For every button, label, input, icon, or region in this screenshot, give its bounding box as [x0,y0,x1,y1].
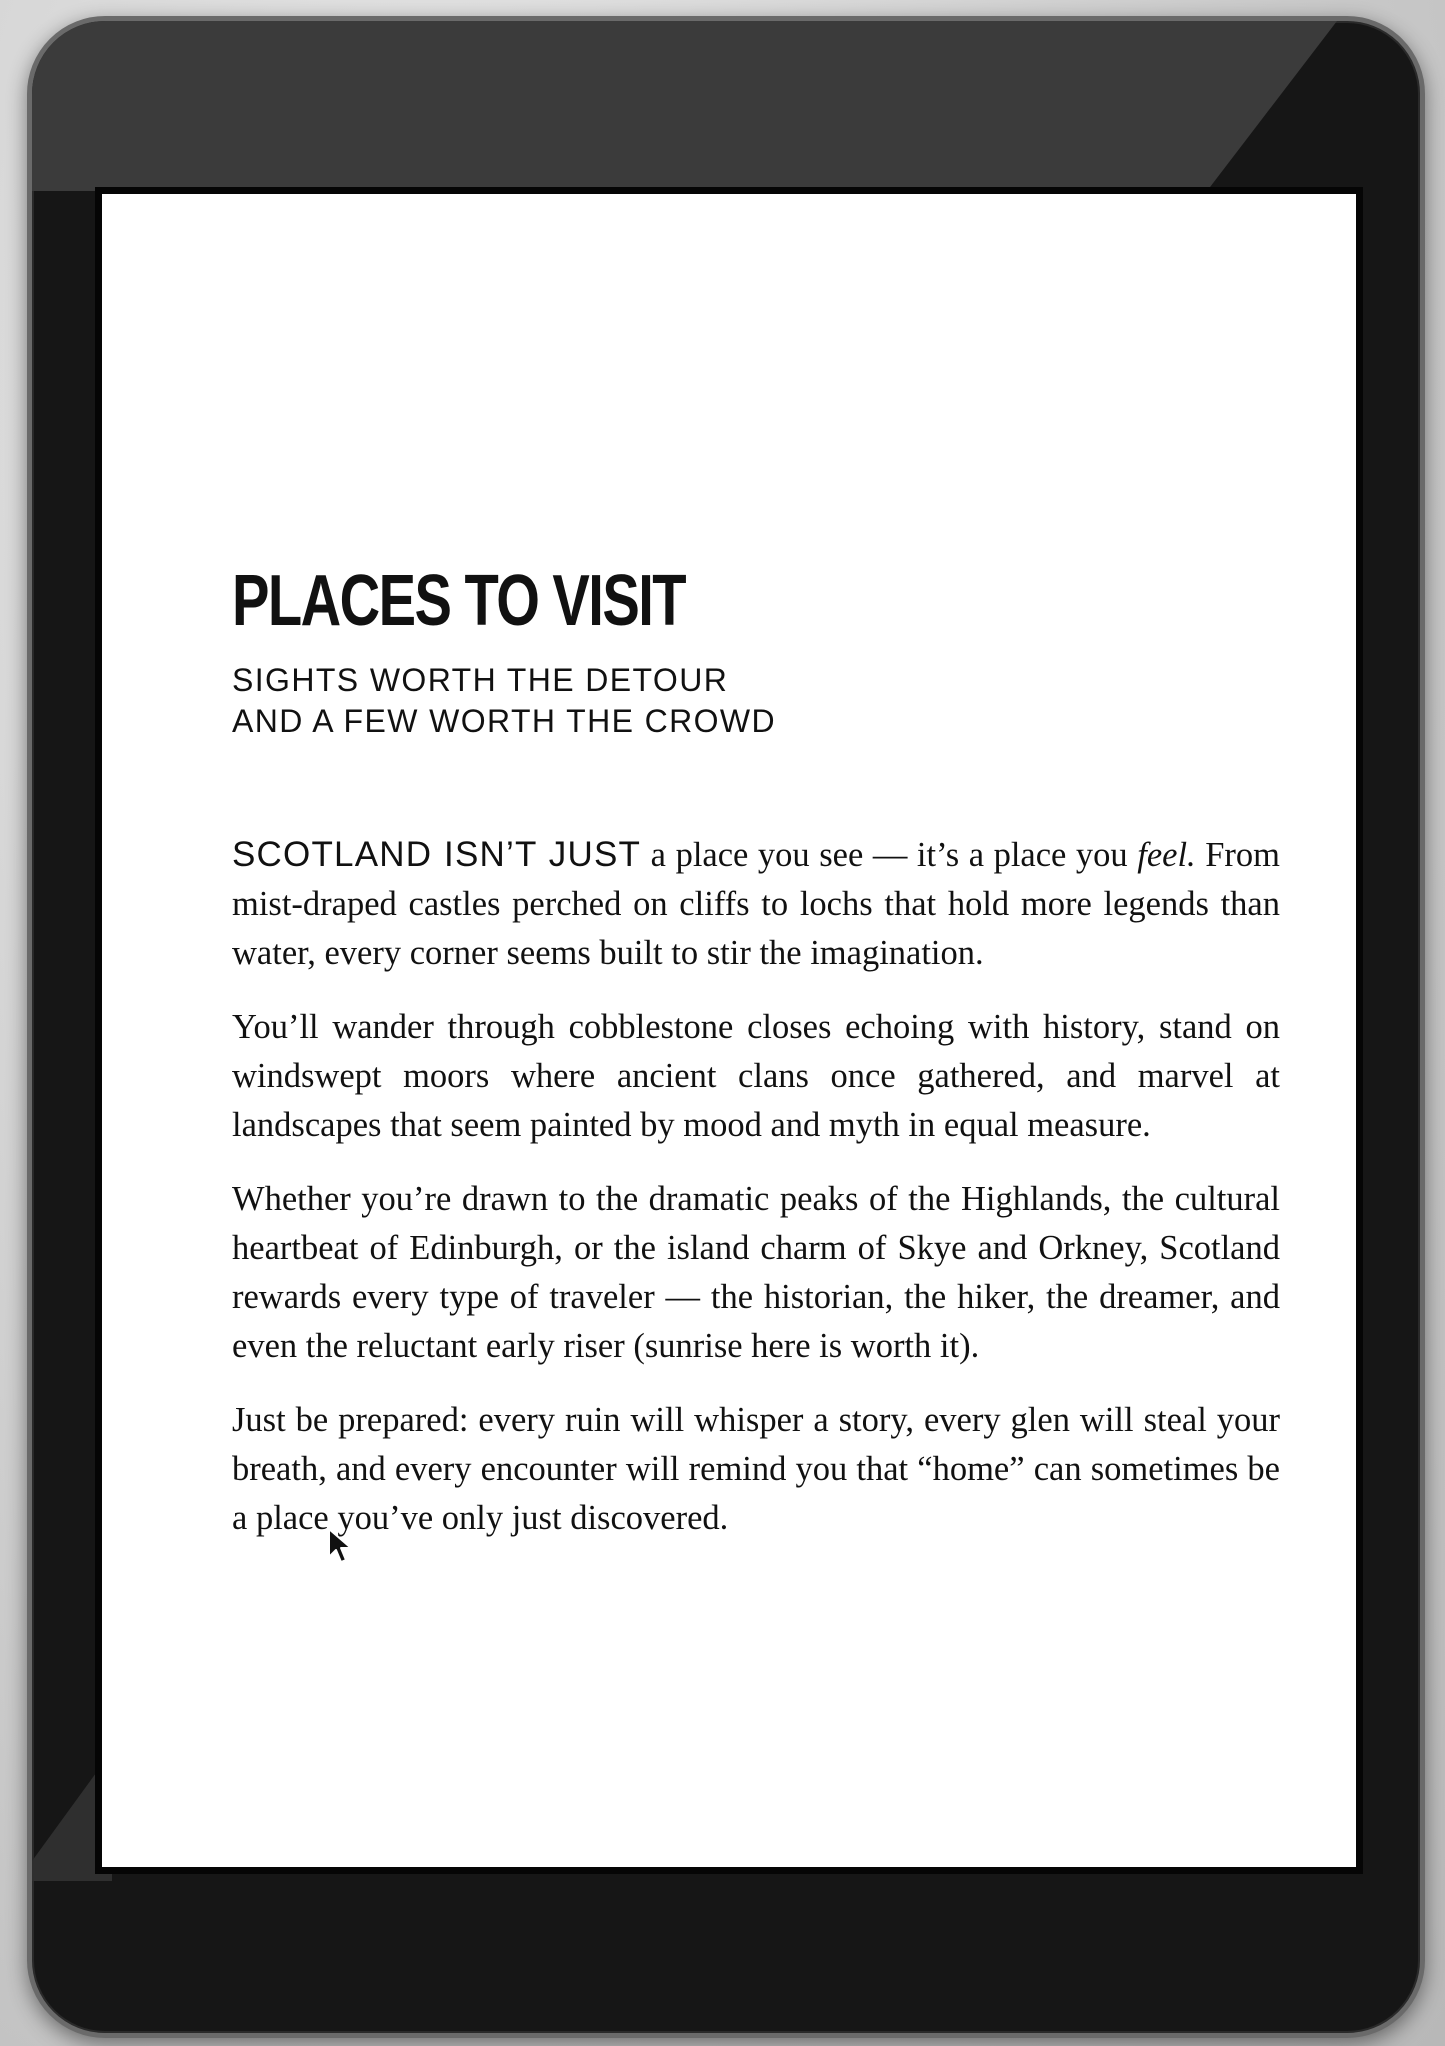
paragraph-1-text-b: From mist-draped castles perched on cliffs to lochs that hold more legends than water, every corner seems built to stir the imagination. [232,836,1281,972]
mouse-pointer-icon [327,1527,353,1565]
chapter-content [232,561,1281,1568]
subtitle-line-2: AND A FEW WORTH THE CROWD [232,703,777,739]
ebook-page[interactable] [95,187,1363,1874]
emphasis-feel: feel. [1137,836,1196,874]
body-text [232,830,1280,1543]
chapter-title: PLACES TO VISIT [232,561,686,641]
paragraph-1-text-a: a place you see — it’s a place you [641,836,1138,874]
paragraph-4: Just be prepared: every ruin will whisper a story, every glen will steal your breath, and every encounter will remind you that “home” can sometimes be a place you’ve only just discovered. [232,1401,1280,1537]
paragraph-1 [232,830,1280,978]
paragraph-2: You’ll wander through cobblestone closes echoing with history, stand on windswept moors where ancient clans once gathered, and marvel at landscapes that seem painted by mood and myth in equal measure. [232,1008,1280,1144]
tablet-device-frame [27,16,1425,2038]
paragraph-3: Whether you’re drawn to the dramatic peaks of the Highlands, the cultural heartbeat of Edinburgh, or the island charm of Skye and Orkney, Scotland rewards every type of traveler — the historian, the hiker, the dreamer, and even the reluctant early riser (sunrise here is worth it). [232,1180,1280,1365]
subtitle-line-1: SIGHTS WORTH THE DETOUR [232,662,729,698]
chapter-subtitle [232,660,1280,742]
lead-in-caps: SCOTLAND ISN’T JUST [232,835,642,874]
